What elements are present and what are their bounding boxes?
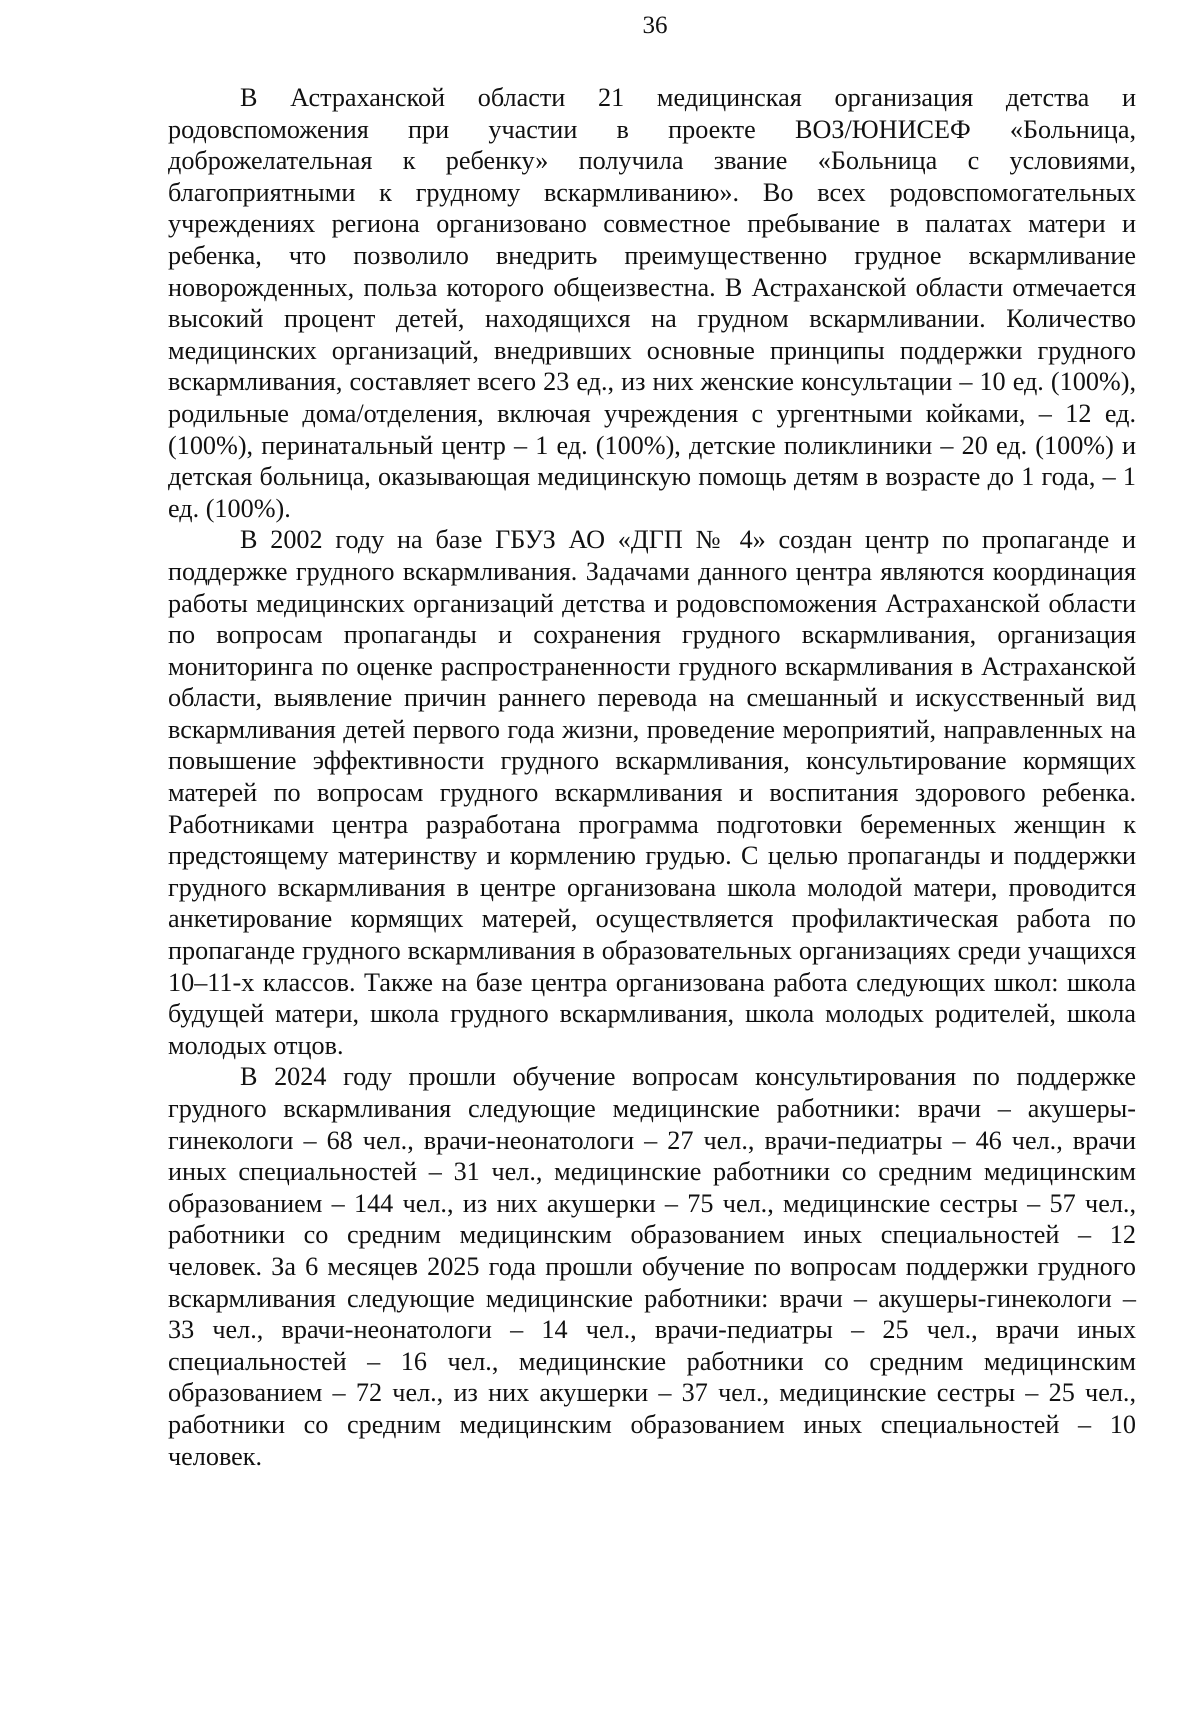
paragraph: В 2002 году на базе ГБУЗ АО «ДГП № 4» создан центр по пропаганде и поддержке грудного вскармливания. Задачами данного центра являются координация работы медицинских организаций детства и родовспоможения Астраханской области по вопросам пропаганды и сохранения грудного вскармливания, организация мониторинга по оценке распространенности грудного вскармливания в Астраханской области, выявление причин раннего перевода на смешанный и искусственный вид вскармливания детей первого года жизни, проведение мероприятий, направленных на повышение эффективности грудного вскармливания, консультирование кормящих матерей по вопросам грудного вскармливания и воспитания здорового ребенка. Работниками центра разработана программа подготовки беременных женщин к предстоящему материнству и кормлению грудью. С целью пропаганды и поддержки грудного вскармливания в центре организована школа молодой матери, проводится анкетирование кормящих матерей, осуществляется профилактическая работа по пропаганде грудного вскармливания в образовательных организациях среди учащихся 10–11-х классов. Также на базе центра организована работа следующих школ: школа будущей матери, школа грудного вскармливания, школа молодых родителей, школа молодых отцов. xyxy=(168,525,1136,1060)
paragraph: В Астраханской области 21 медицинская организация детства и родовспоможения при участии в проекте ВОЗ/ЮНИСЕФ «Больница, доброжелательная к ребенку» получила звание «Больница с условиями, благоприятными к грудному вскармливанию». Во всех родовспомогательных учреждениях региона организовано совместное пребывание в палатах матери и ребенка, что позволило внедрить преимущественно грудное вскармливание новорожденных, польза которого общеизвестна. В Астраханской области отмечается высокий процент детей, находящихся на грудном вскармливании. Количество медицинских организаций, внедривших основные принципы поддержки грудного вскармливания, составляет всего 23 ед., из них женские консультации – 10 ед. (100%), родильные дома/отделения, включая учреждения с ургентными койками, – 12 ед. (100%), перинатальный центр – 1 ед. (100%), детские поликлиники – 20 ед. (100%) и детская больница, оказывающая медицинскую помощь детям в возрасте до 1 года, – 1 ед. (100%). xyxy=(168,83,1136,523)
paragraph: В 2024 году прошли обучение вопросам консультирования по поддержке грудного вскармливания следующие медицинские работники: врачи – акушеры-гинекологи – 68 чел., врачи-неонатологи – 27 чел., врачи-педиатры – 46 чел., врачи иных специальностей – 31 чел., медицинские работники со средним медицинским образованием – 144 чел., из них акушерки – 75 чел., медицинские сестры – 57 чел., работники со средним медицинским образованием иных специальностей – 12 человек. За 6 месяцев 2025 года прошли обучение по вопросам поддержки грудного вскармливания следующие медицинские работники: врачи – акушеры-гинекологи – 33 чел., врачи-неонатологи – 14 чел., врачи-педиатры – 25 чел., врачи иных специальностей – 16 чел., медицинские работники со средним медицинским образованием – 72 чел., из них акушерки – 37 чел., медицинские сестры – 25 чел., работники со средним медицинским образованием иных специальностей – 10 человек. xyxy=(168,1062,1136,1471)
document-body xyxy=(168,82,1136,1472)
page-number: 36 xyxy=(642,12,668,39)
